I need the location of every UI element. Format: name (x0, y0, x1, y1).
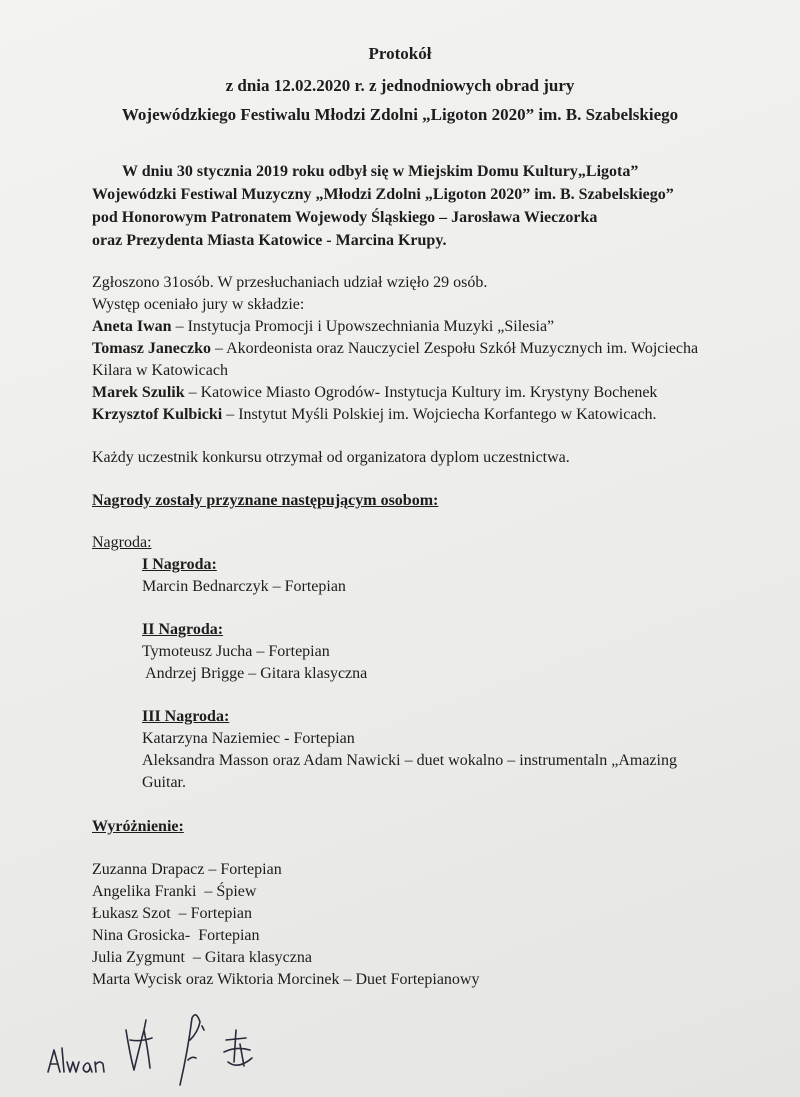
intro-line-4: oraz Prezydenta Miasta Katowice - Marcina Krupy. (92, 232, 447, 249)
intro-line-1: W dniu 30 stycznia 2019 roku odbył się w Miejskim Domu Kultury„Ligota” (122, 163, 639, 180)
second-prize-winner: Andrzej Brigge – Gitara klasyczna (142, 665, 368, 682)
jury-member-desc: – Instytucja Promocji i Upowszechniania Muzyki „Silesia” (171, 318, 555, 335)
jury-member-continued (92, 362, 228, 380)
third-prize-label: III Nagroda: (142, 708, 230, 725)
honorable-mention-item: Nina Grosicka- Fortepian (92, 927, 260, 944)
diploma-line: Każdy uczestnik konkursu otrzymał od organizatora dyplom uczestnictwa. (92, 449, 570, 466)
third-prize-winner-continued: Guitar. (142, 774, 186, 791)
jury-member-desc: Kilara w Katowicach (92, 362, 228, 379)
jury-member (92, 340, 698, 358)
document-title: Protokół (368, 44, 432, 63)
jury-member-name: Aneta Iwan (92, 318, 172, 335)
jury-member (92, 318, 554, 336)
honorable-mention-item: Zuzanna Drapacz – Fortepian (92, 861, 282, 878)
festival-name-line: Wojewódzkiego Festiwalu Młodzi Zdolni „Ligoton 2020” im. B. Szabelskiego (121, 105, 679, 124)
second-prize-label: II Nagroda: (142, 621, 224, 638)
second-prize-winner: Tymoteusz Jucha – Fortepian (142, 643, 330, 660)
honorable-mention-item: Łukasz Szot – Fortepian (92, 905, 252, 922)
honorable-mention-item: Marta Wycisk oraz Wiktoria Morcinek – Duet Fortepianowy (92, 971, 480, 988)
jury-member-name: Krzysztof Kulbicki (92, 406, 223, 423)
first-prize-label: I Nagroda: (142, 556, 217, 573)
honorable-mention-item: Angelika Franki – Śpiew (92, 883, 257, 900)
honorable-mention-label: Wyróżnienie: (92, 818, 184, 835)
jury-member-name: Marek Szulik (92, 384, 185, 401)
intro-line-3: pod Honorowym Patronatem Wojewody Śląskiego – Jarosława Wieczorka (92, 209, 598, 226)
jury-member-desc: – Instytut Myśli Polskiej im. Wojciecha Korfantego w Katowicach. (222, 406, 657, 423)
jury-member-desc: – Akordeonista oraz Nauczyciel Zespołu Szkół Muzycznych im. Wojciecha (210, 340, 699, 357)
intro-line-2: Wojewódzki Festiwal Muzyczny „Młodzi Zdolni „Ligoton 2020” im. B. Szabelskiego” (92, 186, 674, 203)
jury-member-name: Tomasz Janeczko (92, 340, 211, 357)
third-prize-winner: Katarzyna Naziemiec - Fortepian (142, 730, 355, 747)
document-date-line: z dnia 12.02.2020 r. z jednodniowych obrad jury (225, 76, 575, 95)
honorable-mention-item: Julia Zygmunt – Gitara klasyczna (92, 949, 312, 966)
first-prize-winner: Marcin Bednarczyk – Fortepian (142, 578, 346, 595)
third-prize-winner: Aleksandra Masson oraz Adam Nawicki – duet wokalno – instrumentaln „Amazing (142, 752, 677, 769)
awards-label: Nagroda: (92, 534, 152, 551)
jury-member-desc: – Katowice Miasto Ogrodów- Instytucja Kultury im. Krystyny Bochenek (184, 384, 658, 401)
jury-intro: Występ oceniało jury w składzie: (92, 296, 305, 313)
jury-member (92, 384, 657, 402)
applications-line: Zgłoszono 31osób. W przesłuchaniach udział wzięło 29 osób. (92, 274, 488, 291)
awards-heading: Nagrody zostały przyznane następującym osobom: (92, 492, 439, 509)
jury-signatures (40, 1000, 290, 1095)
jury-member (92, 406, 657, 424)
